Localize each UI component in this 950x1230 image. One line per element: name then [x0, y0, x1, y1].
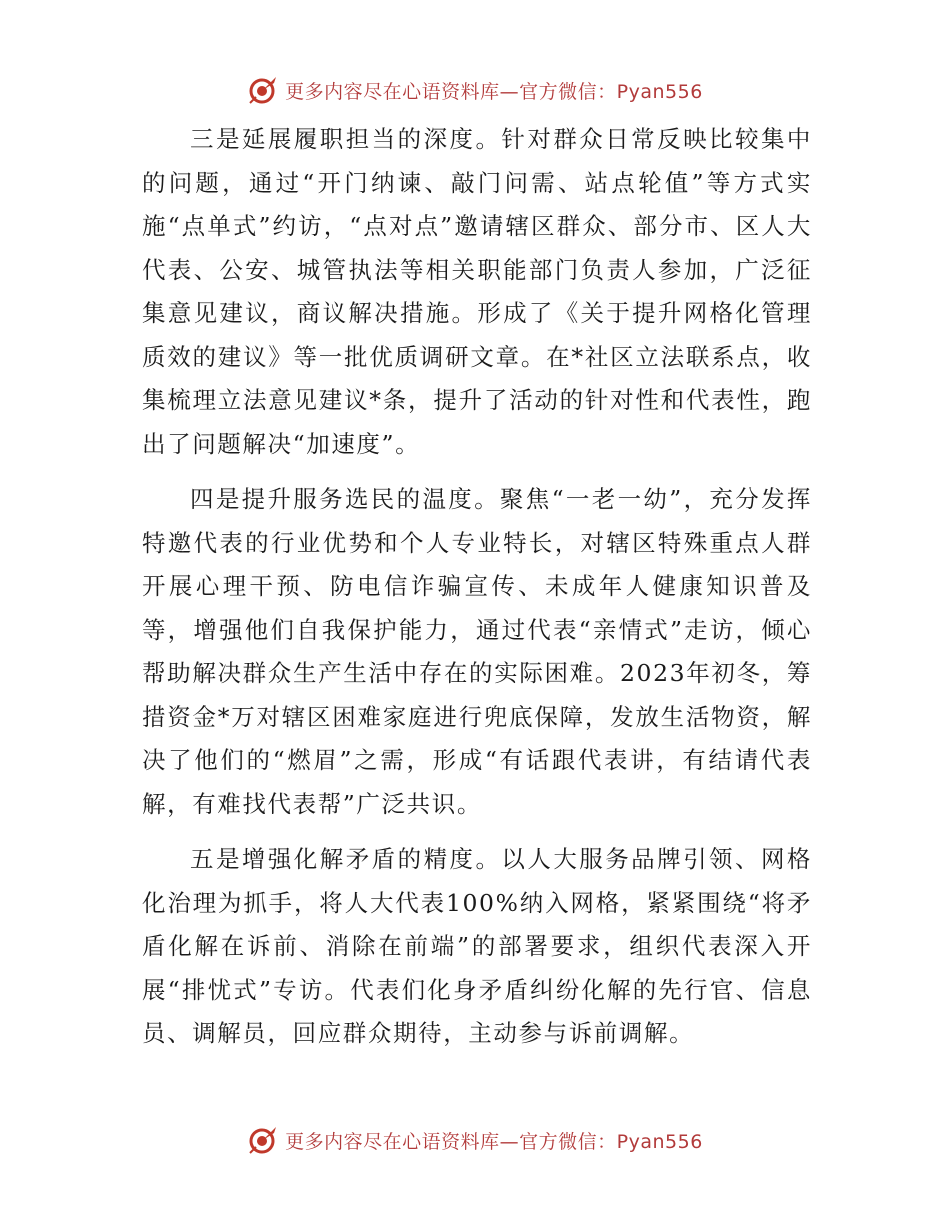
quill-seal-icon	[247, 74, 279, 106]
watermark-group	[247, 74, 703, 106]
watermark-text: 更多内容尽在心语资料库—官方微信：Pyan556	[285, 1130, 703, 1153]
watermark-text: 更多内容尽在心语资料库—官方微信：Pyan556	[285, 80, 703, 103]
footer-watermark	[0, 1120, 950, 1160]
paragraph-precision: 五是增强化解矛盾的精度。以人大服务品牌引领、网格化治理为抓手，将人大代表100%纳入网格，紧紧围绕“将矛盾化解在诉前、消除在前端”的部署要求，组织代表深入开展“排忧式”专访。代表们化身矛盾纠纷化解的先行官、信息员、调解员，回应群众期待，主动参与诉前调解。	[142, 845, 812, 1047]
paragraph-depth: 三是延展履职担当的深度。针对群众日常反映比较集中的问题，通过“开门纳谏、敲门问需、站点轮值”等方式实施“点单式”约访，“点对点”邀请辖区群众、部分市、区人大代表、公安、城管执法等相关职能部门负责人参加，广泛征集意见建议，商议解决措施。形成了《关于提升网格化管理质效的建议》等一批优质调研文章。在*社区立法联系点，收集梳理立法意见建议*条，提升了活动的针对性和代表性，跑出了问题解决“加速度”。	[142, 125, 812, 458]
document-body	[142, 118, 812, 1066]
header-watermark	[0, 70, 950, 110]
quill-seal-icon	[247, 1124, 279, 1156]
paragraph-warmth: 四是提升服务选民的温度。聚焦“一老一幼”，充分发挥特邀代表的行业优势和个人专业特长，对辖区特殊重点人群开展心理干预、防电信诈骗宣传、未成年人健康知识普及等，增强他们自我保护能力，通过代表“亲情式”走访，倾心帮助解决群众生产生活中存在的实际困难。2023年初冬，筹措资金*万对辖区困难家庭进行兜底保障，发放生活物资，解决了他们的“燃眉”之需，形成“有话跟代表讲，有结请代表解，有难找代表帮”广泛共识。	[142, 485, 812, 818]
watermark-group	[247, 1124, 703, 1156]
